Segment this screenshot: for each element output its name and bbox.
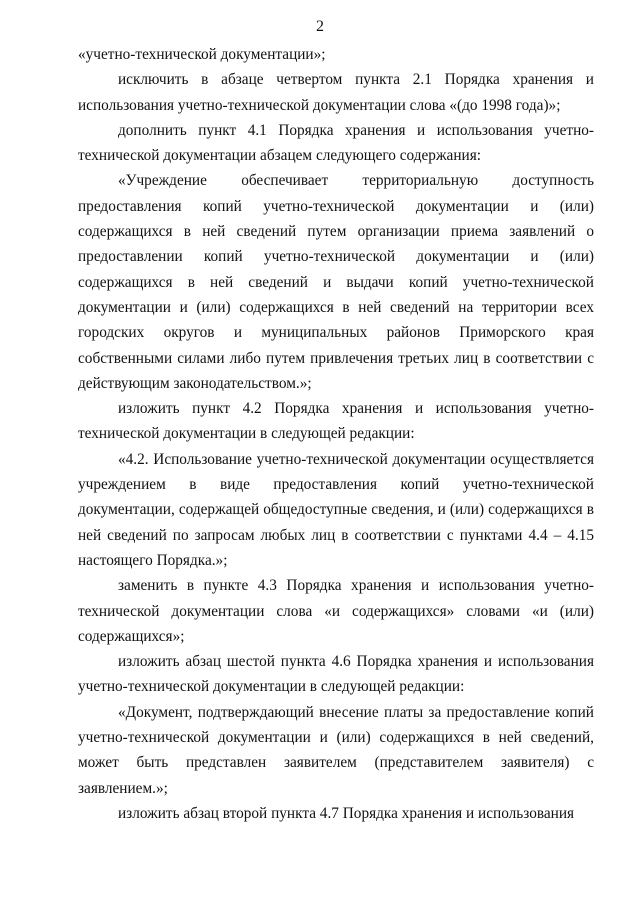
paragraph-8: изложить абзац шестой пункта 4.6 Порядка хранения и использования учетно-технической документации в следующей редакции: (78, 653, 594, 696)
paragraph-3: дополнить пункт 4.1 Порядка хранения и использования учетно-технической документации абзацем следующего содержания: (78, 121, 594, 165)
paragraph-10: изложить абзац второй пункта 4.7 Порядка хранения и использования (118, 804, 575, 822)
paragraph-2: исключить в абзаце четвертом пункта 2.1 Порядка хранения и использования учетно-технической документации слова «(до 1998 года)»; (78, 71, 594, 114)
paragraph-4: «Учреждение обеспечивает территориальную доступность предоставления копий учетно-технической документации и (или) содержащихся в ней сведений путем организации приема заявлений о предоставлении копий учетно-технической документации и (или) содержащихся в ней сведений и выдачи копий учетно-технической документации и (или) содержащихся в ней сведений на территории всех городских округов и муниципальных районов Приморского края собственными силами либо путем привлечения третьих лиц в соответствии с действующим законодательством.»; (78, 172, 594, 392)
paragraph-5: изложить пункт 4.2 Порядка хранения и использования учетно-технической документации в следующей редакции: (78, 400, 594, 443)
paragraph-1: «учетно-технической документации»; (78, 46, 326, 63)
paragraph-6: «4.2. Использование учетно-технической документации осуществляется учреждением в виде предоставления копий учетно-технической документации, содержащей общедоступные сведения, и (или) содержащихся в ней сведений по запросам любых лиц в соответствии с пунктами 4.4 – 4.15 настоящего Порядка.»; (78, 450, 594, 569)
paragraph-9: «Документ, подтверждающий внесение платы за предоставление копий учетно-технической документации и (или) содержащихся в ней сведений, может быть представлен заявителем (представителем заявителя) с заявлением.»; (78, 703, 594, 797)
document-body (78, 42, 594, 826)
page-number: 2 (316, 18, 324, 35)
paragraph-7: заменить в пункте 4.3 Порядка хранения и использования учетно-технической документации слова «и содержащихся» словами «и (или) содержащихся»; (78, 577, 594, 645)
